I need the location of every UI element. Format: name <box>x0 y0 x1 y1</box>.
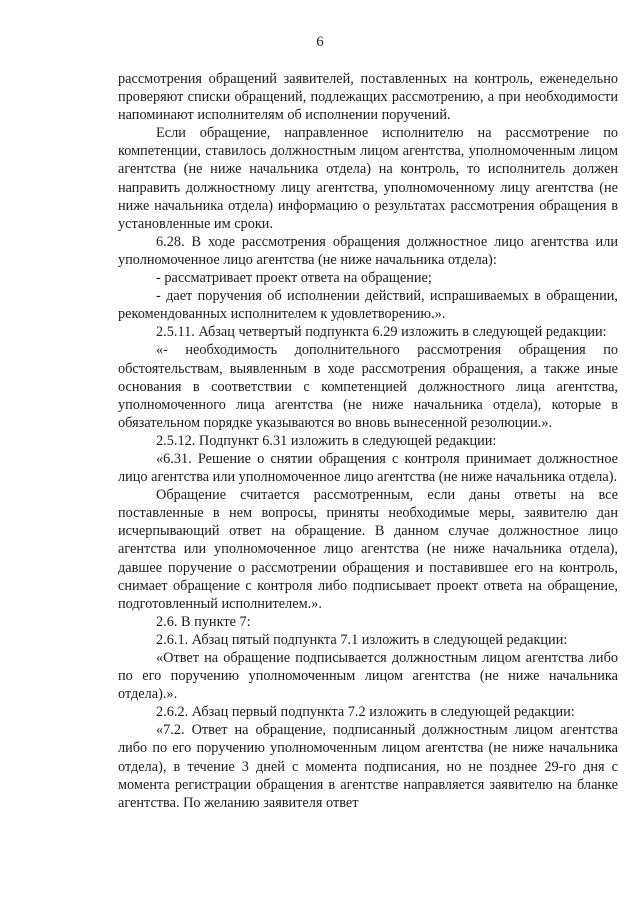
paragraph: 2.5.12. Подпункт 6.31 изложить в следующей редакции: <box>156 432 497 449</box>
paragraph: 2.5.11. Абзац четвертый подпункта 6.29 изложить в следующей редакции: <box>156 324 607 341</box>
document-body <box>118 70 618 812</box>
paragraph: «7.2. Ответ на обращение, подписанный должностным лицом агентства либо по его поручению уполномоченным лицом агентства (не ниже начальника отдела), в течение 3 дней с момента подписания, но не позднее 29-го дня с момента регистрации обращения в агентстве направляется заявителю на бланке агентства. По желанию заявителя ответ <box>118 722 618 811</box>
paragraph: 2.6.2. Абзац первый подпункта 7.2 изложить в следующей редакции: <box>156 704 575 721</box>
paragraph: «6.31. Решение о снятии обращения с контроля принимает должностное лицо агентства или уполномоченное лицо агентства (не ниже начальника отдела). <box>118 450 618 486</box>
paragraph: - рассматривает проект ответа на обращение; <box>156 270 432 287</box>
paragraph: Если обращение, направленное исполнителю на рассмотрение по компетенции, ставилось должностным лицом агентства, уполномоченным лицом агентства (не ниже начальника отдела) на контроль, то исполнитель должен направить должностному лицу агентства, уполномоченному лицу агентства (не ниже начальника отдела) информацию о результатах рассмотрения обращения в установленные им сроки. <box>118 125 618 232</box>
paragraph: «- необходимость дополнительного рассмотрения обращения по обстоятельствам, выявленным в ходе рассмотрения обращения, а также иные основания в соответствии с компетенцией должностного лица агентства, уполномоченного лица агентства (не ниже начальника отдела), которые в обязательном порядке указываются во вновь вынесенной резолюции.». <box>118 342 618 431</box>
page-number: 6 <box>316 34 324 50</box>
paragraph: 2.6. В пункте 7: <box>156 613 251 630</box>
paragraph: 2.6.1. Абзац пятый подпункта 7.1 изложить в следующей редакции: <box>156 631 568 648</box>
paragraph: - дает поручения об исполнении действий, испрашиваемых в обращении, рекомендованных исполнителем к удовлетворению.». <box>118 288 618 323</box>
paragraph: 6.28. В ходе рассмотрения обращения должностное лицо агентства или уполномоченное лицо агентства (не ниже начальника отдела): <box>118 233 618 268</box>
paragraph: Обращение считается рассмотренным, если даны ответы на все поставленные в нем вопросы, приняты необходимые меры, заявителю дан исчерпывающий ответ на обращение. В данном случае должностное лицо агентства или уполномоченное лицо агентства (не ниже начальника отдела), давшее поручение о рассмотрении обращения и поставившее его на контроль, снимает обращение с контроля либо подписывает проект ответа на обращение, подготовленный исполнителем.». <box>118 487 618 612</box>
paragraph: рассмотрения обращений заявителей, поставленных на контроль, еженедельно проверяют списки обращений, подлежащих рассмотрению, а при необходимости напоминают исполнителям об исполнении поручений. <box>118 71 618 124</box>
paragraph: «Ответ на обращение подписывается должностным лицом агентства либо по его поручению уполномоченным лицом агентства (не ниже начальника отдела).». <box>118 650 618 703</box>
